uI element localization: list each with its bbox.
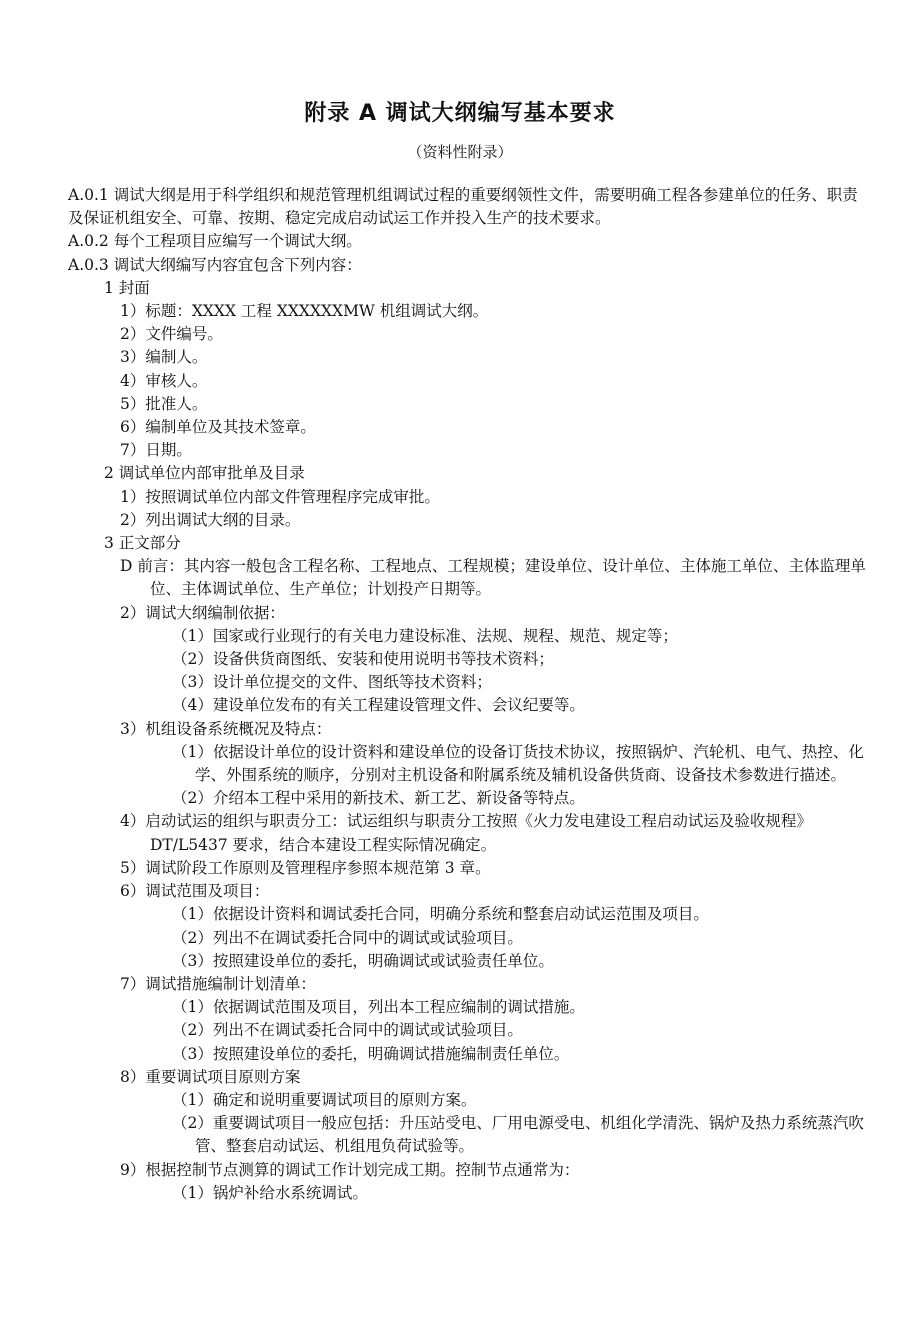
sub-list-item: （1）国家或行业现行的有关电力建设标准、法规、规程、规范、规定等； [172, 626, 678, 645]
sub-list-item: （3）按照建设单位的委托，明确调试或试验责任单位。 [172, 951, 554, 970]
list-item: 7）调试措施编制计划清单： [120, 974, 316, 993]
list-item: 3）机组设备系统概况及特点： [120, 719, 332, 738]
list-item: 3）编制人。 [120, 348, 208, 367]
clause-a03: A.0.3 调试大纲编写内容宜包含下列内容： [68, 255, 362, 274]
document-body [68, 184, 868, 1205]
list-item: D 前言：其内容一般包含工程名称、工程地点、工程规模；建设单位、设计单位、主体施工单位、主体监理单位、主体调试单位、生产单位；计划投产日期等。 [120, 557, 866, 599]
list-item: 5）批准人。 [120, 394, 208, 413]
list-item: 6）调试范围及项目： [120, 882, 270, 901]
list-item: 1）按照调试单位内部文件管理程序完成审批。 [120, 487, 440, 506]
clause-a01: A.0.1 调试大纲是用于科学组织和规范管理机组调试过程的重要纲领性文件，需要明确工程各参建单位的任务、职责及保证机组安全、可靠、按期、稳定完成启动试运工作并投入生产的技术要求。 [68, 186, 858, 228]
sub-list-item: （2）重要调试项目一般应包括：升压站受电、厂用电源受电、机组化学清洗、锅炉及热力系统蒸汽吹管、整套启动试运、机组甩负荷试验等。 [172, 1114, 864, 1156]
list-item: 8）重要调试项目原则方案 [120, 1067, 301, 1086]
sub-list-item: （2）列出不在调试委托合同中的调试或试验项目。 [172, 1021, 523, 1040]
page-title: 附录 A 调试大纲编写基本要求 [304, 101, 616, 126]
list-item: 4）审核人。 [120, 371, 208, 390]
list-item: 5）调试阶段工作原则及管理程序参照本规范第 3 章。 [120, 858, 491, 877]
list-item: 2）文件编号。 [120, 325, 223, 344]
sub-list-item: （1）依据设计资料和调试委托合同，明确分系统和整套启动试运范围及项目。 [172, 905, 709, 924]
sub-list-item: （1）确定和说明重要调试项目的原则方案。 [172, 1090, 477, 1109]
sub-list-item: （2）列出不在调试委托合同中的调试或试验项目。 [172, 928, 523, 947]
sub-list-item: （1）锅炉补给水系统调试。 [172, 1183, 368, 1202]
section-heading: 2 调试单位内部审批单及目录 [104, 464, 305, 483]
list-item: 2）列出调试大纲的目录。 [120, 510, 301, 529]
list-item: 1）标题：XXXX 工程 XXXXXXMW 机组调试大纲。 [120, 302, 489, 321]
list-item: 6）编制单位及其技术签章。 [120, 418, 316, 437]
clause-a02: A.0.2 每个工程项目应编写一个调试大纲。 [68, 232, 362, 251]
sub-list-item: （1）依据调试范围及项目，列出本工程应编制的调试措施。 [172, 998, 585, 1017]
section-heading: 3 正文部分 [104, 534, 181, 553]
sub-list-item: （1）依据设计单位的设计资料和建设单位的设备订货技术协议，按照锅炉、汽轮机、电气、热控、化学、外围系统的顺序，分别对主机设备和附属系统及辅机设备供货商、设备技术参数进行描述。 [172, 742, 864, 785]
sub-list-item: （2）介绍本工程中采用的新技术、新工艺、新设备等特点。 [172, 789, 585, 808]
sub-list-item: （2）设备供货商图纸、安装和使用说明书等技术资料； [172, 650, 554, 669]
list-item: 4）启动试运的组织与职责分工：试运组织与职责分工按照《火力发电建设工程启动试运及验收规程》DT/L5437 要求，结合本建设工程实际情况确定。 [120, 812, 812, 854]
list-item: 7）日期。 [120, 441, 192, 460]
sub-list-item: （3）按照建设单位的委托，明确调试措施编制责任单位。 [172, 1044, 570, 1063]
list-item: 9）根据控制节点测算的调试工作计划完成工期。控制节点通常为： [120, 1160, 580, 1179]
sub-list-item: （4）建设单位发布的有关工程建设管理文件、会议纪要等。 [172, 696, 585, 715]
section-heading: 1 封面 [104, 278, 150, 297]
list-item: 2）调试大纲编制依据： [120, 603, 285, 622]
page-subtitle: （资料性附录） [407, 143, 513, 161]
sub-list-item: （3）设计单位提交的文件、图纸等技术资料； [172, 673, 492, 692]
